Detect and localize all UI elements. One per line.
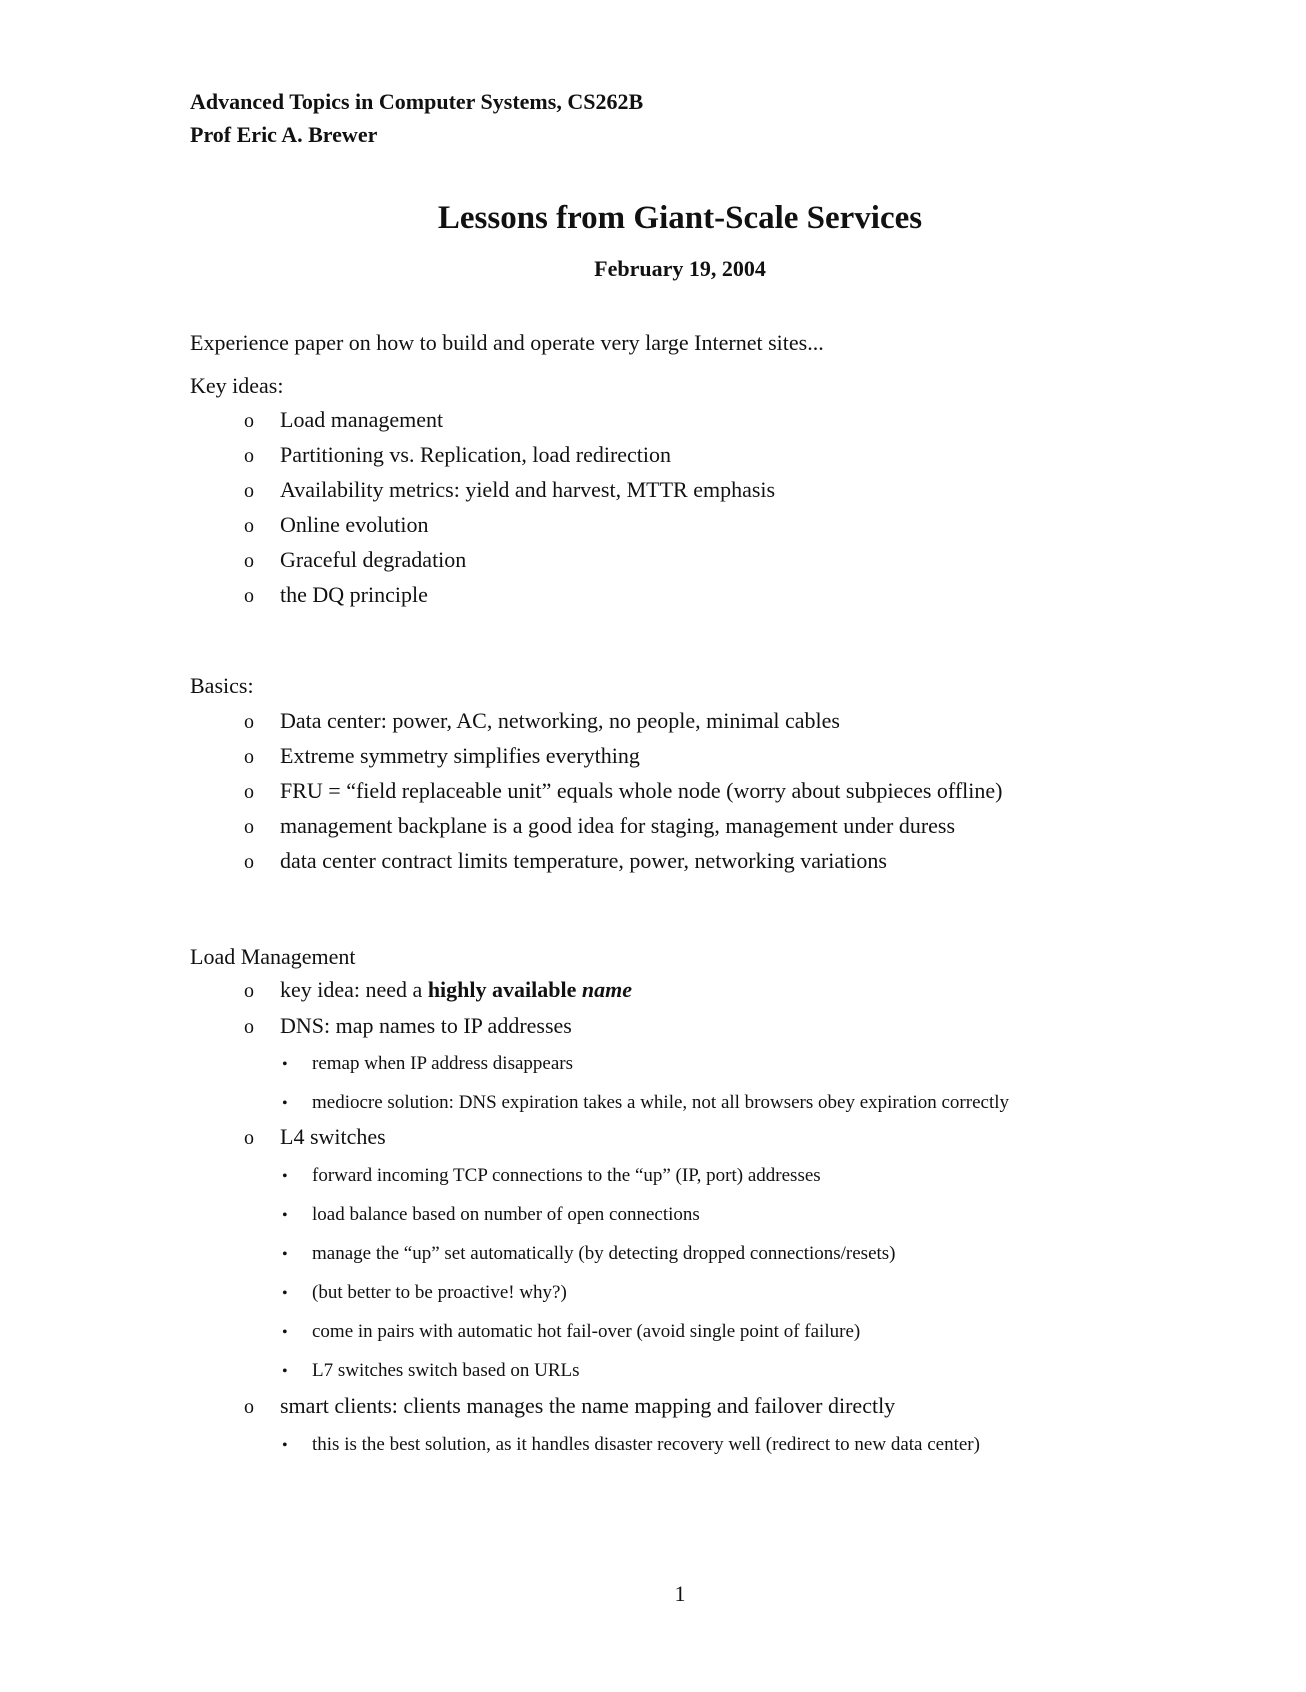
sub-list-item: • load balance based on number of open connections — [282, 1203, 700, 1228]
disc-bullet-icon: • — [282, 1207, 288, 1224]
sub-list-item: • mediocre solution: DNS expiration takes a while, not all browsers obey expiration correctly — [282, 1091, 1009, 1116]
circle-bullet-icon: o — [244, 1396, 254, 1418]
list-item: o DNS: map names to IP addresses — [244, 1012, 572, 1041]
course-title: Advanced Topics in Computer Systems, CS262B — [190, 89, 644, 114]
list-item: o Partitioning vs. Replication, load redirection — [244, 441, 671, 470]
basics-heading: Basics: — [190, 673, 254, 698]
circle-bullet-icon: o — [244, 585, 254, 607]
key-ideas-heading: Key ideas: — [190, 373, 284, 398]
sub-list-item: • remap when IP address disappears — [282, 1052, 573, 1077]
circle-bullet-icon: o — [244, 445, 254, 467]
disc-bullet-icon: • — [282, 1285, 288, 1302]
circle-bullet-icon: o — [244, 515, 254, 537]
list-item: o Graceful degradation — [244, 546, 466, 575]
list-item: o Load management — [244, 406, 443, 435]
disc-bullet-icon: • — [282, 1056, 288, 1073]
list-item: o Data center: power, AC, networking, no people, minimal cables — [244, 707, 840, 736]
page-number: 1 — [674, 1581, 686, 1606]
sub-list-item: • manage the “up” set automatically (by detecting dropped connections/resets) — [282, 1242, 896, 1267]
list-item: o management backplane is a good idea for staging, management under duress — [244, 812, 955, 841]
disc-bullet-icon: • — [282, 1437, 288, 1454]
list-item: o smart clients: clients manages the name mapping and failover directly — [244, 1392, 895, 1421]
emphasis-bold-italic: name — [581, 977, 632, 1002]
list-item: o Availability metrics: yield and harvest, MTTR emphasis — [244, 476, 775, 505]
circle-bullet-icon: o — [244, 1016, 254, 1038]
circle-bullet-icon: o — [244, 851, 254, 873]
circle-bullet-icon: o — [244, 1127, 254, 1149]
list-item: o L4 switches — [244, 1123, 386, 1152]
sub-list-item: • forward incoming TCP connections to the “up” (IP, port) addresses — [282, 1164, 821, 1189]
list-item: o FRU = “field replaceable unit” equals whole node (worry about subpieces offline) — [244, 777, 1003, 806]
document-title: Lessons from Giant-Scale Services — [437, 200, 923, 236]
circle-bullet-icon: o — [244, 480, 254, 502]
disc-bullet-icon: • — [282, 1095, 288, 1112]
intro-paragraph: Experience paper on how to build and operate very large Internet sites... — [190, 330, 824, 355]
disc-bullet-icon: • — [282, 1363, 288, 1380]
sub-list-item: • (but better to be proactive! why?) — [282, 1281, 567, 1306]
list-item: o the DQ principle — [244, 581, 428, 610]
circle-bullet-icon: o — [244, 980, 254, 1002]
sub-list-item: • come in pairs with automatic hot fail-over (avoid single point of failure) — [282, 1320, 860, 1345]
circle-bullet-icon: o — [244, 550, 254, 572]
disc-bullet-icon: • — [282, 1246, 288, 1263]
circle-bullet-icon: o — [244, 746, 254, 768]
professor-name: Prof Eric A. Brewer — [190, 122, 378, 147]
list-item: o Extreme symmetry simplifies everything — [244, 742, 640, 771]
circle-bullet-icon: o — [244, 410, 254, 432]
emphasis-bold: highly available — [427, 977, 577, 1002]
list-item: o key idea: need a highly available name — [244, 976, 632, 1005]
disc-bullet-icon: • — [282, 1324, 288, 1341]
sub-list-item: • this is the best solution, as it handles disaster recovery well (redirect to new data center) — [282, 1433, 980, 1458]
list-item: o data center contract limits temperature, power, networking variations — [244, 847, 887, 876]
list-item: o Online evolution — [244, 511, 428, 540]
load-management-heading: Load Management — [190, 944, 356, 969]
circle-bullet-icon: o — [244, 781, 254, 803]
disc-bullet-icon: • — [282, 1168, 288, 1185]
circle-bullet-icon: o — [244, 816, 254, 838]
document-date: February 19, 2004 — [594, 256, 766, 281]
circle-bullet-icon: o — [244, 711, 254, 733]
sub-list-item: • L7 switches switch based on URLs — [282, 1359, 580, 1384]
